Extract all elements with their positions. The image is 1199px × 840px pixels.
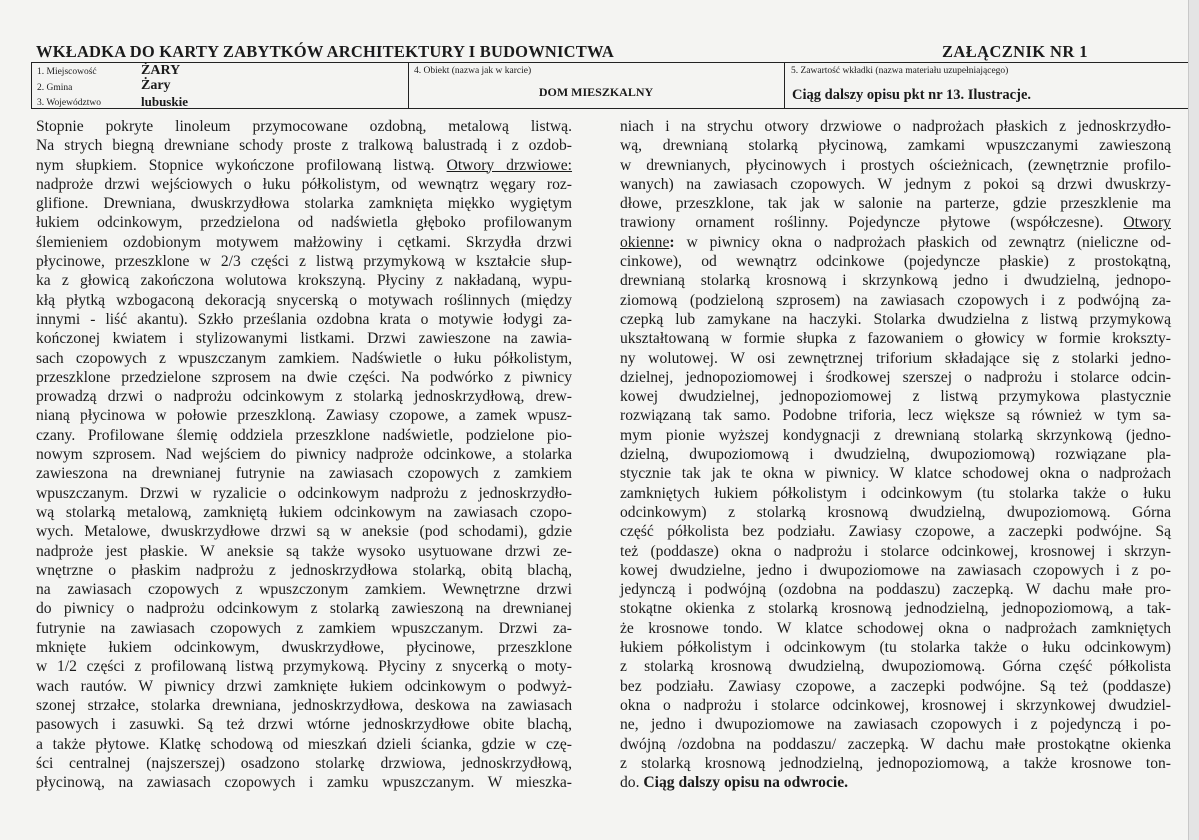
text-line: nym słupkiem. Stopnice wykończone profilowaną listwą. Otwory drzwiowe:: [36, 156, 573, 174]
text-line: nadproże drzwi wejściowych o łuku półkolistym, od wewnątrz węgary roz-: [36, 175, 572, 193]
text-line: czepką lub zamykane na haczyki. Stolarka dwudzielna z listwą przymykową: [620, 310, 1171, 328]
annex-number: ZAŁĄCZNIK NR 1: [942, 42, 1088, 61]
text-line: cinkowe), od wewnątrz odcinkowe (pojedyncze płaskie) z prostokątną,: [620, 253, 1171, 271]
text-line: trawiony ornament roślinny. Pojedyncze płytowe (współczesne). Otwory: [620, 214, 1171, 232]
text-line: ne, jedno i dwupoziomowe na zawiasach czopowych i z pojedynczą i po-: [620, 716, 1171, 734]
text-line: część półkolista bez podziału. Zawiasy czopowe, a zaczepki podwójne. Są: [620, 523, 1171, 541]
text-line: ści centralnej (najszerszej) osadzono stolarkę drzwiowa, jednoskrzydłową,: [36, 754, 572, 772]
text-line: bez podziału. Zawiasy czopowe, a zaczepki podwójne. Są też (poddasze): [620, 677, 1171, 695]
text-line: glifione. Drewniana, dwuskrzydłowa stolarka zamknięta miękko wygiętym: [36, 195, 572, 213]
contents-label: 5. Zawartość wkładki (nazwa materiału uzupełniającego): [791, 66, 1009, 76]
text-line: rozwiązaną tak samo. Podobne triforia, lecz większe są również w tym sa-: [620, 407, 1171, 425]
text-line: dwójną /ozdobna na poddaszu/ zaczepką. W dachu małe prostokątne okienka: [620, 735, 1171, 753]
text-line: zawieszona na drewnianej futrynie na zawiasach czopowych z zamkiem: [36, 465, 572, 483]
text-line: dzielną, dwupoziomową i dwudzielną, dwupoziomową) rozwiązane pla-: [620, 446, 1171, 464]
table-divider: [784, 63, 785, 108]
text-line: wpuszczanym. Drzwi w ryzalicie o odcinkowym nadprożu z jednoskrzydło-: [36, 484, 572, 502]
text-line: dzielnej, jednopoziomowej i środkowej szerszej o nadprożu i stolarce odcin-: [620, 368, 1171, 386]
text-line: wych. Metalowe, dwuskrzydłowe drzwi są w aneksie (pod schodami), gdzie: [36, 523, 572, 541]
page-edge: [1188, 0, 1199, 840]
info-table: [31, 62, 1193, 109]
text-line: kończonej kwiatem i stylizowanymi listkami. Drzwi zawieszone na zawia-: [36, 330, 572, 348]
object-value: DOM MIESZKALNY: [538, 85, 654, 99]
text-line: mknięte łukiem odcinkowym, dwuskrzydłowe, płycinowe, przeszklone: [36, 639, 572, 657]
voivodeship-label: 3. Województwo: [37, 98, 101, 108]
text-line: do piwnicy o nadprożu odcinkowym z stolarką zawieszoną na drewnianej: [36, 600, 572, 618]
text-line: zamkniętych łukiem półkolistym i odcinkowym (tu stolarka także o łuku: [620, 484, 1171, 502]
text-line: do. Ciąg dalszy opisu na odwrocie.: [620, 774, 849, 792]
commune-label: 2. Gmina: [37, 83, 73, 93]
text-line: wą stolarką metalową, zamkniętą łukiem odcinkowym na zawiasach czopo-: [36, 503, 572, 521]
contents-value: Ciąg dalszy opisu pkt nr 13. Ilustracje.: [792, 87, 1032, 103]
commune-value: Żary: [141, 78, 171, 93]
text-line: łukiem półkolistym i odcinkowym (tu stolarka także o łuku odcinkowym): [620, 639, 1171, 657]
text-line: ny wolutowej. W osi zewnętrznej triforium składające się z stolarki jedno-: [620, 349, 1171, 367]
text-line: wanych) na zawiasach czopowych. W jednym z pokoi są drzwi dwuskrzy-: [620, 175, 1171, 193]
document-title: WKŁADKA DO KARTY ZABYTKÓW ARCHITEKTURY I BUDOWNICTWA: [36, 42, 614, 61]
text-line: wnętrzne o płaskim nadprożu z jednoskrzydłowa stolarką, obitą blachą,: [36, 561, 572, 579]
text-line: okienne: w piwnicy okna o nadprożach płaskich od zewnątrz (nieliczne od-: [620, 233, 1171, 251]
text-line: wach rautów. W piwnicy drzwi zamknięte łukiem odcinkowym o podwyż-: [36, 677, 572, 695]
text-line: stokątne okienka z stolarką krosnową jednodzielną, jednopoziomową, a tak-: [620, 600, 1171, 618]
text-line: w drewnianych, płycinowych i prostych ościeżnicach, (zewnętrznie profilo-: [620, 156, 1171, 174]
text-line: nianą płycinowa w połowie przeszkloną. Zawiasy czopowe, a zamek wpusz-: [36, 407, 572, 425]
text-line: a także płytowe. Klatkę schodową od mieszkań dzieli ścianka, gdzie w czę-: [36, 735, 572, 753]
text-line: że krosnowe tondo. W klatce schodowej okna o nadprożach zamkniętych: [620, 619, 1171, 637]
text-line: kłą płytką wzbogaconą dekoracją snycerską o motywach roślinnych (między: [36, 291, 572, 309]
windows-heading-part1: Otwory: [1123, 214, 1171, 232]
text-line: ukształtowaną w formie słupka z fazowaniem o głowicy w formie krokszty-: [620, 330, 1171, 348]
text-line: odcinkowym) z stolarką krosnową dwudzielną, dwupoziomową. Górna: [620, 503, 1171, 521]
text-line: płycinowe, przeszklone w 2/3 części z listwą przymykową w kształcie słup-: [36, 253, 572, 271]
voivodeship-value: lubuskie: [141, 94, 188, 109]
text-line: płycinową, na zawiasach czopowych i zamku wpuszczanym. W mieszka-: [36, 774, 572, 792]
text-line: szonej strzałce, stolarka drewniana, jednoskrzydłowa, deskowa na zawiasach: [36, 696, 572, 714]
text-line: jedynczą i podwójną (ozdobna na poddaszu) zaczepką. W dachu małe pro-: [620, 581, 1171, 599]
text-line: pasowych i zasuwki. Są też drzwi wtórne jednoskrzydłowe obite blachą,: [36, 716, 572, 734]
text-line: łukiem odcinkowym, przedzielona od nadświetla głęboko profilowanym: [36, 214, 572, 232]
text-line: sach czopowych z wpuszczanym zamkiem. Nadświetle o łuku półkolistym,: [36, 349, 572, 367]
text-line: nadproże jest płaskie. W aneksie są także wysoko usytuowane drzwi ze-: [36, 542, 572, 560]
text-line: Stopnie pokryte linoleum przymocowane ozdobną, metalową listwą.: [36, 118, 572, 135]
text-line: prowadzą drzwi o nadprożu odcinkowym z stolarką jednoskrzydłową, drew-: [36, 388, 572, 406]
doors-heading: Otwory drzwiowe:: [446, 156, 573, 174]
text-line: na zawiasach czopowych z wpuszczonym zamkiem. Wewnętrzne drzwi: [36, 581, 572, 599]
text-line: drewnianą stolarką krosnową i skrzynkową jedno i dwudzielną, jednopo-: [620, 272, 1171, 290]
right-text-column: [620, 117, 1171, 792]
text-line: niach i na strychu otwory drzwiowe o nadprożach płaskich z jednoskrzydło-: [620, 118, 1171, 135]
text-line: z stolarką krosnową jednodzielną, jednopoziomową, a także krosnowe ton-: [620, 754, 1171, 772]
text-line: z stolarką krosnową dwudzielną, dwupoziomową. Górna część półkolista: [620, 658, 1171, 676]
text-line: okna o nadprożu i stolarce odcinkowej, krosnowej i skrzynkowej dwudziel-: [620, 696, 1171, 714]
text-line: przeszklone przedzielone szprosem na dwie części. Na podwórko z piwnicy: [36, 368, 572, 386]
text-line: ziomową (podzieloną szprosem) na zawiasach czopowych i z podwójną za-: [620, 291, 1171, 309]
text-line: ślemieniem ozdobionym motywem małżowiny i cętkami. Skrzydła drzwi: [36, 233, 572, 251]
continued-note: Ciąg dalszy opisu na odwrocie.: [643, 774, 849, 792]
text-line: futrynie na zawiasach czopowych z zamkiem wpuszczanym. Drzwi za-: [36, 619, 572, 637]
object-label: 4. Obiekt (nazwa jak w karcie): [414, 66, 532, 76]
text-line: dłowe, przeszklone, tak jak w salonie na parterze, gdzie przeszklenie ma: [620, 195, 1171, 213]
text-line: też (poddasze) okna o nadprożu i stolarce odcinkowej, krosnowej i skrzyn-: [620, 542, 1171, 560]
text-line: stycznie tak jak te okna w piwnicy. W klatce schodowej okna o nadprożach: [620, 465, 1171, 483]
locality-value: ŻARY: [141, 63, 181, 78]
locality-label: 1. Miejscowość: [37, 67, 97, 77]
text-line: nowym szprosem. Nad wejściem do piwnicy nadproże odcinkowe, a stolarka: [36, 446, 572, 464]
text-line: kowej dwudzielnej, jednopoziomowej z listwą przymykowa plastycznie: [620, 388, 1171, 406]
text-line: czany. Profilowane ślemię oddziela przeszklone nadświetle, podzielone pio-: [36, 426, 572, 444]
left-text-column: [36, 117, 572, 792]
text-line: innymi - liść akantu). Szkło prześlania ozdobna krata o motywie łodygi za-: [36, 310, 572, 328]
windows-heading-part2: okienne: [620, 233, 670, 251]
text-line: ka z głowicą zakończona wolutowa krokszyną. Płyciny z nakładaną, wypu-: [36, 272, 572, 290]
text-line: w 1/2 części z profilowaną listwą przymykową. Płyciny z snycerką o moty-: [36, 658, 572, 676]
text-line: mym pionie wyższej kondygnacji z drewnianą stolarką skrzynkową (jedno-: [620, 426, 1171, 444]
text-line: Na strych biegną drewniane schody proste z tralkową balustradą i z ozdob-: [36, 137, 572, 155]
text-line: kowej dwudzielne, jedno i dwupoziomowe na zawiasach czopowych i z po-: [620, 561, 1171, 579]
text-line: wą, drewnianą stolarką płycinową, zamkami wpuszczanymi zawieszoną: [620, 137, 1171, 155]
